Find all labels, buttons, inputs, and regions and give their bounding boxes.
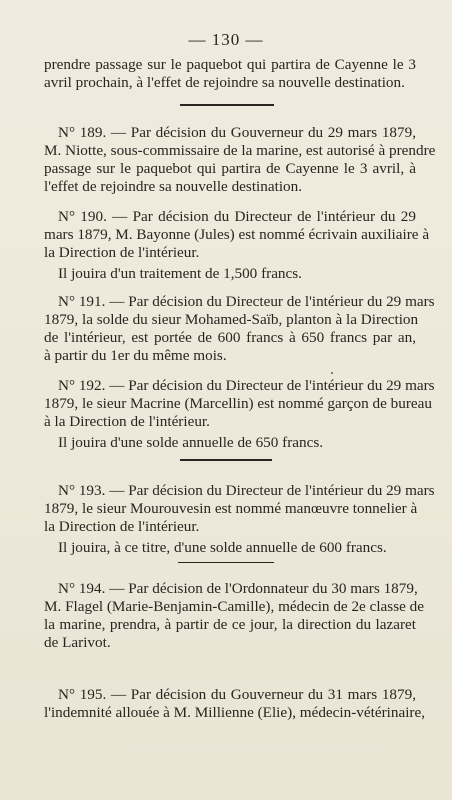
entry-line: passage sur le paquebot qui partira de Cayenne le 3 avril, à bbox=[44, 160, 416, 177]
entry-line: de l'intérieur, est portée de 600 francs à 650 francs par an, bbox=[44, 329, 416, 346]
entry-line: Il jouira d'une solde annuelle de 650 francs. bbox=[58, 434, 324, 451]
intro-line: prendre passage sur le paquebot qui partira de Cayenne le 3 bbox=[44, 56, 416, 73]
paper-speck bbox=[331, 372, 333, 374]
entry-line: 1879, le sieur Mourouvesin est nommé manœuvre tonnelier à bbox=[44, 500, 418, 517]
decision-entry-194 bbox=[44, 580, 424, 652]
decision-entry-189 bbox=[44, 124, 436, 196]
entry-line: l'indemnité allouée à M. Millienne (Elie), médecin-vétérinaire, bbox=[44, 704, 426, 721]
entry-line: à partir du 1er du même mois. bbox=[44, 347, 227, 364]
entry-line: la marine, prendra, à partir de ce jour, la direction du lazaret bbox=[44, 616, 416, 633]
entry-line: N° 189. — Par décision du Gouverneur du 29 mars 1879, bbox=[58, 124, 416, 141]
entry-line: à la Direction de l'intérieur. bbox=[44, 413, 210, 430]
decision-entry-195 bbox=[44, 686, 426, 722]
page-number: — 130 — bbox=[188, 30, 264, 49]
entry-line: M. Niotte, sous-commissaire de la marine, est autorisé à prendre bbox=[44, 142, 436, 159]
entry-line: de Larivot. bbox=[44, 634, 111, 651]
entry-line: 1879, le sieur Macrine (Marcellin) est nommé garçon de bureau bbox=[44, 395, 432, 412]
entry-line: N° 193. — Par décision du Directeur de l'intérieur du 29 mars bbox=[58, 482, 435, 499]
entry-line: la Direction de l'intérieur. bbox=[44, 518, 200, 535]
entry-line: l'effet de rejoindre sa nouvelle destination. bbox=[44, 178, 303, 195]
entry-line: N° 192. — Par décision du Directeur de l'intérieur du 29 mars bbox=[58, 377, 435, 394]
section-divider bbox=[180, 459, 272, 461]
section-divider bbox=[180, 104, 274, 106]
entry-line: N° 195. — Par décision du Gouverneur du 31 mars 1879, bbox=[58, 686, 416, 703]
decision-entry-193 bbox=[44, 482, 435, 557]
entry-line: mars 1879, M. Bayonne (Jules) est nommé écrivain auxiliaire à bbox=[44, 226, 430, 243]
entry-line: N° 190. — Par décision du Directeur de l'intérieur du 29 bbox=[58, 208, 416, 225]
entry-line: M. Flagel (Marie-Benjamin-Camille), médecin de 2e classe de bbox=[44, 598, 424, 615]
decision-entry-190 bbox=[44, 208, 430, 283]
entry-line: N° 191. — Par décision du Directeur de l'intérieur du 29 mars bbox=[58, 293, 435, 310]
intro-line: avril prochain, à l'effet de rejoindre sa nouvelle destination. bbox=[44, 74, 405, 91]
entry-line: N° 194. — Par décision de l'Ordonnateur du 30 mars 1879, bbox=[58, 580, 418, 597]
decision-entry-192 bbox=[44, 377, 435, 452]
entry-line: Il jouira d'un traitement de 1,500 francs. bbox=[58, 265, 302, 282]
intro-paragraph bbox=[44, 56, 416, 92]
entry-line: Il jouira, à ce titre, d'une solde annuelle de 600 francs. bbox=[58, 539, 387, 556]
entry-line: la Direction de l'intérieur. bbox=[44, 244, 200, 261]
entry-line: 1879, la solde du sieur Mohamed-Saïb, planton à la Direction bbox=[44, 311, 419, 328]
section-divider bbox=[178, 562, 274, 563]
decision-entry-191 bbox=[44, 293, 435, 365]
